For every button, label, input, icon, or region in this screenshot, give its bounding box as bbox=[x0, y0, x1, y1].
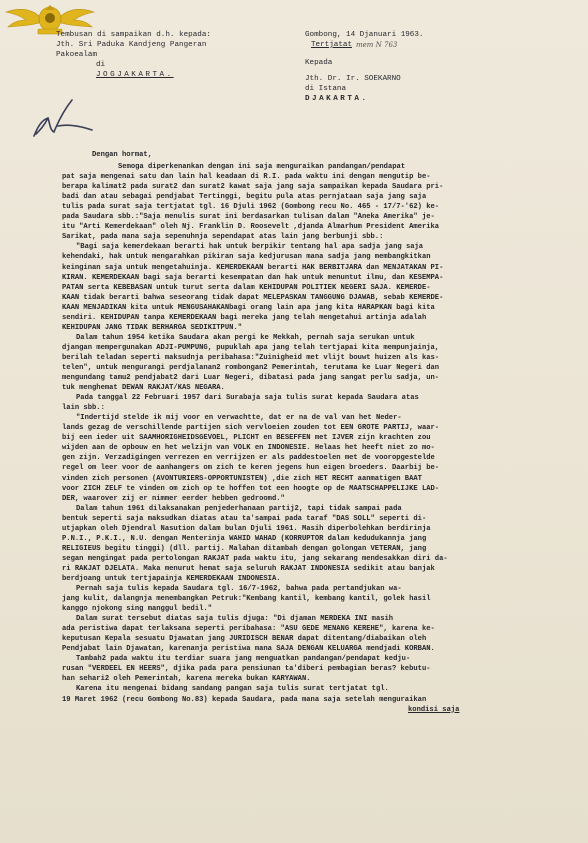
body-line: jang kulit, dalangnja menembangkan Petruk:"Kembang kantil, kembang kantil, golek hasil bbox=[62, 595, 431, 604]
body-line: DER, waarover zij er nimmer eerder hebben gedroomd." bbox=[62, 494, 285, 503]
body-line: Dalam tahun 1961 dilaksanakan penjederhanaan partij2, tapi tidak sampai pada bbox=[76, 504, 402, 513]
body-line: Dalam tahun 1954 ketika Saudara akan pergi ke Mekkah, pernah saja serukan untuk bbox=[76, 333, 415, 342]
cc-line: Jth. Sri Paduka Kandjeng Pangeran bbox=[56, 41, 207, 49]
body-line: vinden zich personen (AVONTURIERS-OPPORTUNISTEN) ,die zich HET RECHT aanmatigen BAAT bbox=[62, 474, 422, 483]
body-line: P.N.I., P.K.I., N.U. dengan Menterinja WAHID WAHAD (KORRUPTOR dalam kedudukannja jang bbox=[62, 534, 427, 543]
body-line: utjapkan oleh Djendral Nasution dalam bulan Djuli 1961. Masih diperbolehkan berdirinja bbox=[62, 524, 431, 533]
body-line: Semoga diperkenankan dengan ini saja menguraikan pandangan/pendapat bbox=[118, 163, 406, 172]
cc-line: di bbox=[96, 61, 106, 69]
cc-line: Pakoealam bbox=[56, 51, 98, 59]
cc-city: JOGJAKARTA. bbox=[96, 71, 174, 79]
body-line: berapa kalimat2 pada surat2 dan surat2 kawat saja jang saja sampaikan kepada Saudara pri- bbox=[62, 183, 444, 192]
body-line: Dalam surat tersebut diatas saja tulis djuga: "Di djaman MERDEKA INI masih bbox=[76, 615, 394, 624]
body-line: bentuk seperti saja maksudkan diatas atau ta'sampai pada taraf "DAS SOLL" seperti di- bbox=[62, 514, 427, 523]
body-line: RELIGIEUS begitu tinggi) (dll. partij. Malahan ditambah dengan golongan VETERAN, jang bbox=[62, 544, 427, 553]
body-line: segan mengingat pada pertolongan RAKJAT pada waktu itu, jang sekarang mendesakkan diri da- bbox=[62, 554, 448, 563]
body-line: berdjoang untuk tertjapainja KEMERDEKAAN INDONESIA. bbox=[62, 574, 281, 583]
body-line: "Bagi saja kemerdekaan berarti hak untuk berpikir tentang hal apa sadja jang saja bbox=[76, 243, 424, 252]
registered-label: Tertjatat bbox=[311, 41, 353, 49]
body-line: KAAN MENJADIKAN kita untuk MENGUSAHAKANbagi orang lain apa jang kita HARAPKAN bagi kita bbox=[62, 303, 435, 312]
body-line: gen zijn. Verzadigingen verrezen en verrijzen er als paddestoelen met de vooropgestelde bbox=[62, 454, 435, 463]
recipient-city: DJAKARTA. bbox=[305, 95, 369, 103]
body-line: wijden aan de opbouw en het welzijn van VOLK en INDONESIE. Helaas het heeft niet zo mo- bbox=[62, 444, 435, 453]
body-line: badi dan atau sebagai pendjabat Tertinggi, begitu pula atas pernjataan saja jang saja bbox=[62, 193, 427, 202]
body-line: keputusan Kepala sesuatu Djawatan jang JURIDISCH BENAR dapat ditentang/diabaikan oleh bbox=[62, 635, 427, 644]
body-line: pat saja mengenai satu dan lain hal keadaan di R.I. pada waktu ini dengan mengutip be- bbox=[62, 173, 431, 182]
body-line: Pendjabat lain Djawatan, karenanja peristiwa mana SAJA DENGAN KELUARGA mendjadi KORBAN. bbox=[62, 645, 435, 654]
body-line: rusan "VERDEEL EN HEERS", djika pada para pensiunan ta'diberi pembagian beras? kebutu- bbox=[62, 665, 431, 674]
recipient-line: Jth. Dr. Ir. SOEKARNO bbox=[305, 75, 401, 83]
body-line: kanggo njokong sing manggul bedil." bbox=[62, 605, 212, 614]
body-line: itu "Arti Kemerdekaan" oleh Nj. Franklin D. Roosevelt ,djanda Almarhum President Amerika bbox=[62, 223, 440, 232]
body-line: voor ZICH ZELF te vinden om zich op te hoffen tot een hoogte op de MAATSCHAPPELIJKE LAD- bbox=[62, 484, 440, 493]
body-line: tulis pada surat saja tertjatat tgl. 16 Djuli 1962 (Gombong recu No. 465 - 17/7-'62) ke- bbox=[62, 203, 440, 212]
cc-line: Tembusan di sampaikan d.h. kepada: bbox=[56, 31, 211, 39]
body-line: lands gezag de verschillende partijen sich vervloeien zouden tot EEN GROTE PARTIJ, waar- bbox=[62, 424, 440, 433]
recipient-block bbox=[305, 30, 423, 104]
body-line: bij een ieder uit SAAMHORIGHEIDSGEVOEL, PLICHT en BESEFFEN met IJVER zijn krachten zou bbox=[62, 434, 431, 443]
body-line: berilah teladan seperti maksudnja peribahasa:"Zuinigheid met vlijt bouwt huizen als kas- bbox=[62, 353, 440, 362]
body-line: keinginan saja untuk mengetahuinja. KEMERDEKAAN berarti HAK BERBITJARA dan MENJATAKAN PI- bbox=[62, 263, 444, 272]
body-line: KEHIDUPAN JANG TIDAK BERHARGA SEDIKITPUN." bbox=[62, 323, 242, 332]
body-line: Karena itu mengenai bidang sandang pangan saja tulis surat tertjatat tgl. bbox=[76, 685, 389, 694]
body-line: telen", untuk mengurangi perdjalanan2 rombongan2 Pemerintah, terutama ke Luar Negeri dan bbox=[62, 363, 440, 372]
body-line: lain sbb.: bbox=[62, 404, 105, 413]
salutation: Dengan hormat, bbox=[92, 151, 152, 159]
body-line: kehendaki, hak untuk mengarahkan pikiran saja kedjurusan mana sadja jang membangkitkan bbox=[62, 253, 431, 262]
body-line: Sarikat, pada mana saja sepenuhnja sependapat atas lain jang berbunji sbb.: bbox=[62, 233, 384, 242]
body-line: Pada tanggal 22 Februari 1957 dari Surabaja saja tulis surat kepada Saudara atas bbox=[76, 394, 419, 403]
reference-note: mem N 763 bbox=[356, 41, 398, 49]
body-line: tuk menghemat DEWAN RAKJAT/KAS NEGARA. bbox=[62, 384, 225, 393]
body-line: pada Saudara sbb.:"Saja menulis surat ini berdasarkan tulisan dalam "Aneka Amerika" je- bbox=[62, 213, 435, 222]
body-line: ada peristiwa dapat terlaksana seperti peribahasa: "ASU GEDE MENANG KEREHE", karena ke- bbox=[62, 625, 435, 634]
handwritten-initials-icon bbox=[28, 96, 98, 146]
body-line: Tambah2 pada waktu itu terdiar suara jang menguatkan pandangan/pendapat kedju- bbox=[76, 655, 411, 664]
body-line: regel om leer voor de aanhangers om zich te keren jegens hun eigen broeders. Daarbij be- bbox=[62, 464, 440, 473]
body-line: sendiri. KEHIDUPAN tanpa KEMERDEKAAN bagi mereka jang telah mengetahui artinja adalah bbox=[62, 313, 427, 322]
body-line: han sehari2 oleh Pemerintah, karena mereka bukan KARYAWAN. bbox=[62, 675, 311, 684]
body-line: ri RAKJAT DJELATA. Maka menurut hemat saja seluruh RAKJAT INDONESIA sedikit atau banjak bbox=[62, 564, 435, 573]
letter-body bbox=[62, 150, 572, 715]
body-line: PATAN serta KEBEBASAN untuk turut serta dalam KEHIDUPAN POLITIEK NEGERI SAJA. KEMERDE- bbox=[62, 283, 431, 292]
body-line: mengundang tamu2 pendjabat2 dari Luar Negeri, dibatasi pada jang sangat perlu sadja, un- bbox=[62, 374, 440, 383]
body-line: kondisi saja bbox=[408, 705, 460, 714]
date-line: Gombong, 14 Djanuari 1963. bbox=[305, 31, 424, 39]
body-line: Pernah saja tulis kepada Saudara tgl. 16/7-1962, bahwa pada pertandjukan wa- bbox=[76, 585, 402, 594]
recipient-line: di Istana bbox=[305, 85, 347, 93]
cc-block bbox=[56, 30, 211, 80]
body-line: "Indertijd stelde ik mij voor en verwachtte, dat er na de val van het Neder- bbox=[76, 414, 402, 423]
recipient-line: Kepada bbox=[305, 59, 333, 67]
body-line: KAAN tidak berarti bahwa seseorang tidak dapat MELEPASKAN TANGGUNG DJAWAB, sebab KEMERDE- bbox=[62, 293, 444, 302]
body-line: djangan mempergunakan ADJI-PUMPUNG, pupuklah apa jang telah tertjapai kita mempunjainja, bbox=[62, 343, 440, 352]
body-line: KIRAN. KEMERDEKAAN bagi saja berarti kesempatan dan hak untuk menuntut ilmu, dan KESEMPA- bbox=[62, 273, 444, 282]
body-line: 19 Maret 1962 (recu Gombong No.83) kepada Saudara, pada mana saja setelah menguraikan bbox=[62, 695, 427, 704]
